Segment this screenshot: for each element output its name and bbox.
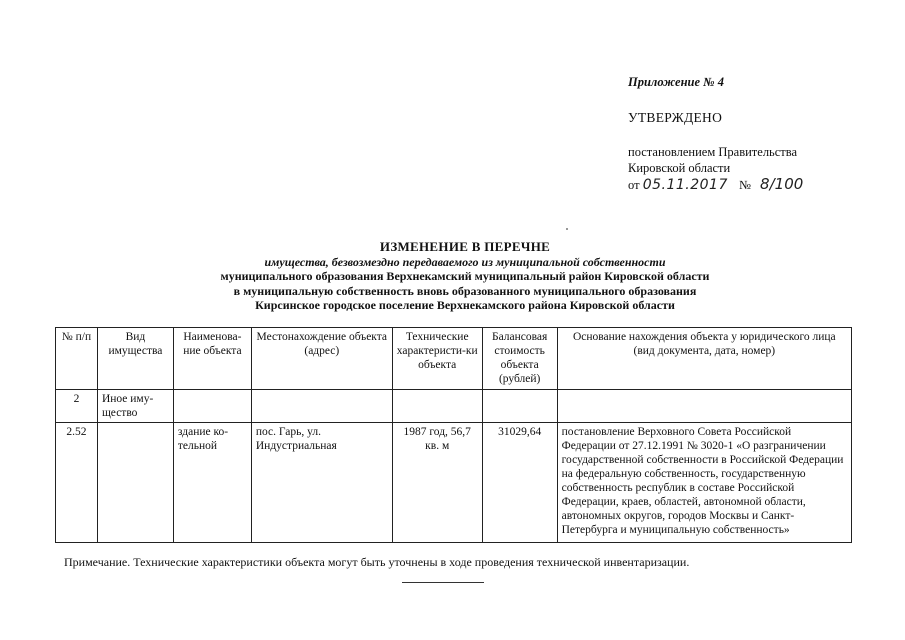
heading-line-1: имущества, безвозмездно передаваемого из муниципальной собственности <box>264 254 666 269</box>
scan-speck <box>566 228 568 230</box>
header-value: Балансовая стоимость объекта (рублей) <box>482 328 557 390</box>
cell-address <box>251 390 392 423</box>
header-number: № п/п <box>56 328 98 390</box>
header-kind: Вид имущества <box>97 328 173 390</box>
cell-value <box>482 390 557 423</box>
header-address: Местонахождение объекта (адрес) <box>251 328 392 390</box>
cell-number: 2 <box>56 390 98 423</box>
cell-value: 31029,64 <box>482 423 557 543</box>
header-name: Наименова-ние объекта <box>173 328 251 390</box>
property-table <box>55 327 852 543</box>
heading-line-4: Кирсинское городское поселение Верхнекамского района Кировской области <box>255 298 675 312</box>
document-title: ИЗМЕНЕНИЕ В ПЕРЕЧНЕ <box>379 239 551 254</box>
footnote: Примечание. Технические характеристики объекта могут быть уточнены в ходе проведения технической инвентаризации. <box>64 555 690 569</box>
approved-stamp-text: УТВЕРЖДЕНО <box>628 110 723 125</box>
cell-name: здание ко-тельной <box>173 423 251 543</box>
closing-rule <box>402 582 484 583</box>
header-basis: Основание нахождения объекта у юридического лица (вид документа, дата, номер) <box>557 328 851 390</box>
decree-number: 8/100 <box>760 175 804 193</box>
cell-number: 2.52 <box>56 423 98 543</box>
table-row <box>56 390 852 423</box>
heading-line-2: муниципального образования Верхнекамский муниципальный район Кировской области <box>220 269 710 283</box>
document-heading <box>60 240 870 313</box>
cell-basis <box>557 390 851 423</box>
cell-tech <box>392 390 482 423</box>
table-row <box>56 423 852 543</box>
cell-kind <box>97 423 173 543</box>
decree-date-line <box>628 176 888 193</box>
heading-line-3: в муниципальную собственность вновь образованного муниципального образования <box>233 283 697 298</box>
appendix-label: Приложение № 4 <box>628 75 724 89</box>
from-prefix: от <box>628 178 640 192</box>
approval-block <box>628 74 888 193</box>
approved-by-line-1: постановлением Правительства <box>628 145 798 159</box>
cell-basis: постановление Верховного Совета Российской Федерации от 27.12.1991 № 3020-1 «О разграничении государственной собственности в Российской Федерации на федеральную собственность, государственную собственность республик в составе Российской Федерации, краев, областей, автономной области, автономных округов, городов Москвы и Санкт-Петербурга и муниципальную собственность» <box>557 423 851 543</box>
approved-by-line-2: Кировской области <box>628 161 731 175</box>
cell-tech: 1987 год, 56,7 кв. м <box>392 423 482 543</box>
cell-kind: Иное иму-щество <box>97 390 173 423</box>
header-tech: Технические характеристи-ки объекта <box>392 328 482 390</box>
cell-name <box>173 390 251 423</box>
number-prefix: № <box>738 178 751 192</box>
decree-date: 05.11.2017 <box>642 177 728 193</box>
table-header-row <box>56 328 852 390</box>
cell-address: пос. Гарь, ул. Индустриальная <box>251 423 392 543</box>
